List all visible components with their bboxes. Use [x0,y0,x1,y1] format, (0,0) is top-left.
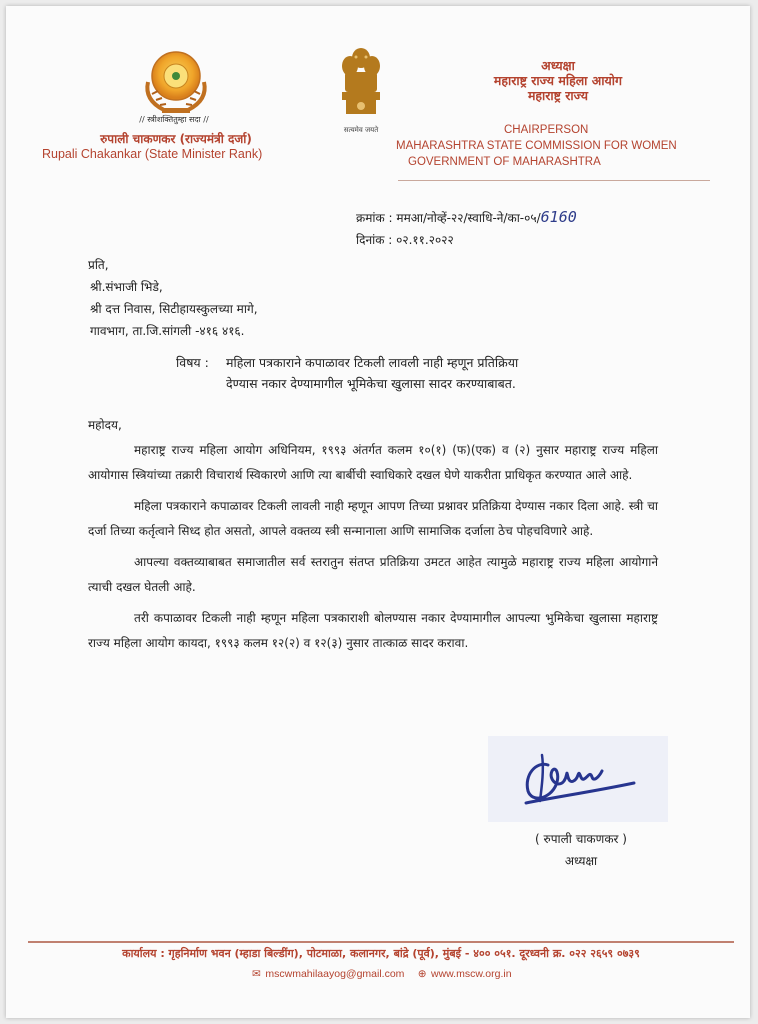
letter-date: दिनांक : ०२.११.२०२२ [356,233,454,247]
recipient-address [88,254,258,342]
subject-line-1: महिला पत्रकाराने कपाळावर टिकली लावली नाही म्हणून प्रतिक्रिया [226,355,519,370]
footer-contacts [28,968,734,980]
letter-body [88,438,658,662]
title-chairperson-marathi: अध्यक्षा [541,58,575,73]
website-link[interactable]: www.mscw.org.in [431,968,512,980]
recipient-to: प्रति, [88,258,109,272]
title-commission-marathi: महाराष्ट्र राज्य महिला आयोग [493,73,623,88]
subject-label: विषय : [176,355,209,370]
salutation: महोदय, [88,418,122,432]
chairperson-name-marathi: रुपाली चाकणकर (राज्यमंत्री दर्जा) [100,132,252,146]
title-chairperson-english: CHAIRPERSON [504,124,589,136]
subject-block [176,352,636,394]
reference-number-label: क्रमांक : ममआ/नोव्हें-२२/स्वाधि-ने/का-०५/ [356,211,541,225]
title-government-english: GOVERNMENT OF MAHARASHTRA [408,156,601,168]
title-commission-english: MAHARASHTRA STATE COMMISSION FOR WOMEN [396,140,677,152]
subject-line-2: देण्यास नकार देण्यामागील भूमिकेचा खुलासा सादर करण्याबाबत. [226,376,516,391]
paragraph: महिला पत्रकाराने कपाळावर टिकली लावली नाही म्हणून आपण तिच्या प्रश्नावर प्रतिक्रिया देण्यास नकार दिला आहे. स्त्री चा दर्जा तिच्या कर्तृत्वाने सिध्द होत असतो, आपले वक्तव्य स्त्री सन्मानाला आणि सामाजिक दर्जाला ठेच पोहचविणारे आहे. [88,499,658,538]
office-title-marathi [426,58,690,103]
reference-number [356,206,577,229]
signatory [506,828,656,872]
title-state-marathi: महाराष्ट्र राज्य [527,88,589,103]
header-divider [398,180,710,181]
signatory-name: ( रुपाली चाकणकर ) [535,832,627,846]
paragraph: तरी कपाळावर टिकली नाही म्हणून महिला पत्रकाराशी बोलण्यास नकार देण्यामागील आपल्या भुमिकेचा खुलासा महाराष्ट्र राज्य महिला आयोग कायदा, १९९३ कलम १२(२) व १२(३) नुसार तात्काळ सादर करावा. [88,611,658,650]
recipient-address-line: श्री दत्त निवास, सिटीहायस्कुलच्या मागे, [90,302,258,316]
recipient-city: गावभाग, ता.जि.सांगली -४१६ ४१६. [90,324,245,338]
recipient-name: श्री.संभाजी भिडे, [90,280,163,294]
signatory-designation: अध्यक्षा [564,854,598,868]
paragraph: आपल्या वक्तव्याबाबत समाजातील सर्व स्तरातुन संतप्त प्रतिक्रिया उमटत आहेत त्यामुळे महाराष्ट्र राज्य महिला आयोगाने त्याची दखल घेतली आहे. [88,555,658,594]
chairperson-name-english: Rupali Chakankar (State Minister Rank) [42,147,263,161]
letter-page [6,6,750,1018]
office-title-english [396,122,716,170]
commission-logo-icon [134,42,218,118]
motto: // स्त्रीशक्तितुम्हा सदा // [139,115,209,124]
footer-divider [28,941,734,943]
emblem-caption: सत्यमेव जयते [343,126,379,134]
globe-icon: ⊕ [417,968,427,980]
office-address: कार्यालय : गृहनिर्माण भवन (म्हाडा बिल्डींग), पोटमाळा, कलानगर, बांद्रे (पूर्व), मुंबई - ४०० ०५१. दूरध्वनी क्र. ०२२ २६५९ ०७३९ [122,947,640,960]
email-icon: ✉ [252,968,261,980]
reference-number-handwritten: 6160 [540,208,577,226]
email-address[interactable]: mscwmahilaayog@gmail.com [265,968,405,980]
national-emblem-icon [336,44,386,128]
handwritten-signature [506,741,656,817]
paragraph: महाराष्ट्र राज्य महिला आयोग अधिनियम, १९९३ अंतर्गत कलम १०(१) (फ)(एक) व (२) नुसार महाराष्ट्र राज्य महिला आयोगास स्त्रियांच्या तक्रारी विचारार्थ स्विकारणे आणि त्या बार्बीची स्वाधिकारे दखल घेणे याकरीता प्राधिकृत करण्यात आले आहे. [88,443,658,482]
reference-block [356,206,577,251]
